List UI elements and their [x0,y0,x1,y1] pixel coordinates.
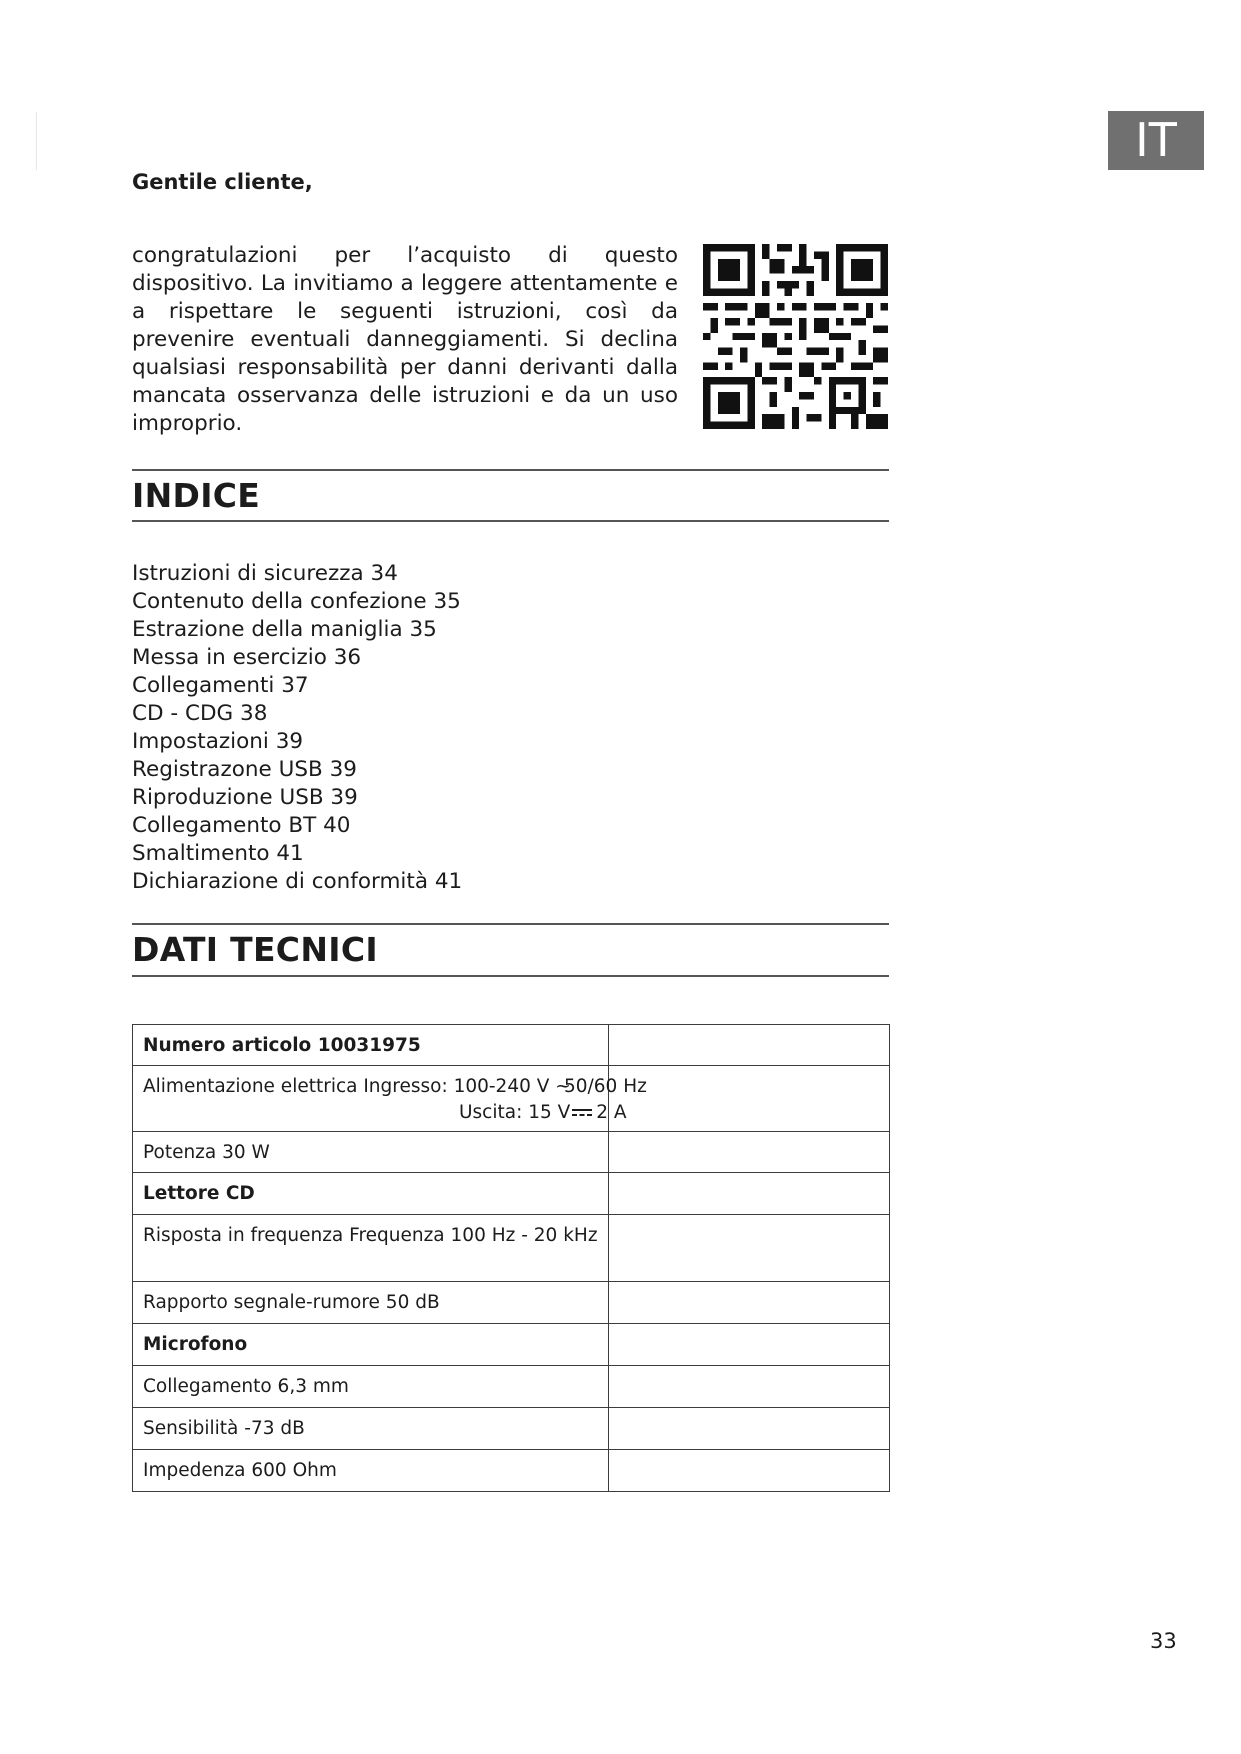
spec-output-label: Uscita: 15 V [459,1102,571,1123]
toc-item: Messa in esercizio 36 [132,645,362,670]
spec-sensitivity: Sensibilità -73 dB [143,1418,305,1439]
index-bottom-rule [132,520,889,522]
spec-connection: Collegamento 6,3 mm [143,1376,349,1397]
page-number: 33 [1150,1629,1177,1653]
tech-data-title: DATI TECNICI [132,930,378,969]
index-top-rule [132,469,889,471]
toc-item: Impostazioni 39 [132,729,304,754]
toc-item: Riproduzione USB 39 [132,785,358,810]
table-row [133,1282,890,1324]
spec-impedance: Impedenza 600 Ohm [143,1460,337,1481]
toc-item: Istruzioni di sicurezza 34 [132,561,398,586]
table-row [133,1132,890,1173]
spec-article: Numero articolo 10031975 [143,1035,421,1056]
table-row [133,1173,890,1215]
microphone-header: Microfono [143,1334,248,1355]
toc-item: Dichiarazione di conformità 41 [132,869,463,894]
intro-paragraph: congratulazioni per l’acquisto di questo dispositivo. La invitiamo a leggere attentamente e a rispettare le seguenti istruzioni, così da prevenire eventuali danneggiamenti. Si declina qualsiasi responsabilità per danni derivanti dalla mancata osservanza delle istruzioni e da un uso improprio. [132,243,678,436]
table-row [133,1366,890,1408]
language-tab: IT [1108,111,1204,170]
spec-table [132,1024,890,1492]
spec-snr: Rapporto segnale-rumore 50 dB [143,1292,440,1313]
greeting: Gentile cliente, [132,170,313,194]
tech-top-rule [132,923,889,925]
cd-player-header: Lettore CD [143,1183,255,1204]
index-title: INDICE [132,476,261,515]
table-of-contents [132,560,462,896]
table-row [133,1066,890,1132]
toc-item: Registrazone USB 39 [132,757,357,782]
toc-item: CD - CDG 38 [132,701,268,726]
qr-code-icon [703,244,888,429]
toc-item: Estrazione della maniglia 35 [132,617,437,642]
spec-frequency-response: Risposta in frequenza Frequenza 100 Hz - 20 kHz [143,1225,598,1246]
spec-power-supply: Alimentazione elettrica Ingresso: 100-240 V ~ [143,1076,571,1097]
margin-mark [36,112,37,170]
spec-power-supply-frequency: 50/60 Hz [564,1076,647,1097]
spec-power-supply-output [459,1102,627,1123]
table-row [133,1215,890,1282]
toc-item: Collegamento BT 40 [132,813,351,838]
tech-bottom-rule [132,975,889,977]
table-row [133,1025,890,1066]
toc-item: Contenuto della confezione 35 [132,589,461,614]
table-row [133,1450,890,1492]
table-row [133,1324,890,1366]
table-row [133,1408,890,1450]
toc-item: Smaltimento 41 [132,841,304,866]
dc-current-icon [572,1108,592,1118]
spec-output-current: 2 A [596,1102,627,1123]
spec-power: Potenza 30 W [143,1142,270,1163]
toc-item: Collegamenti 37 [132,673,309,698]
